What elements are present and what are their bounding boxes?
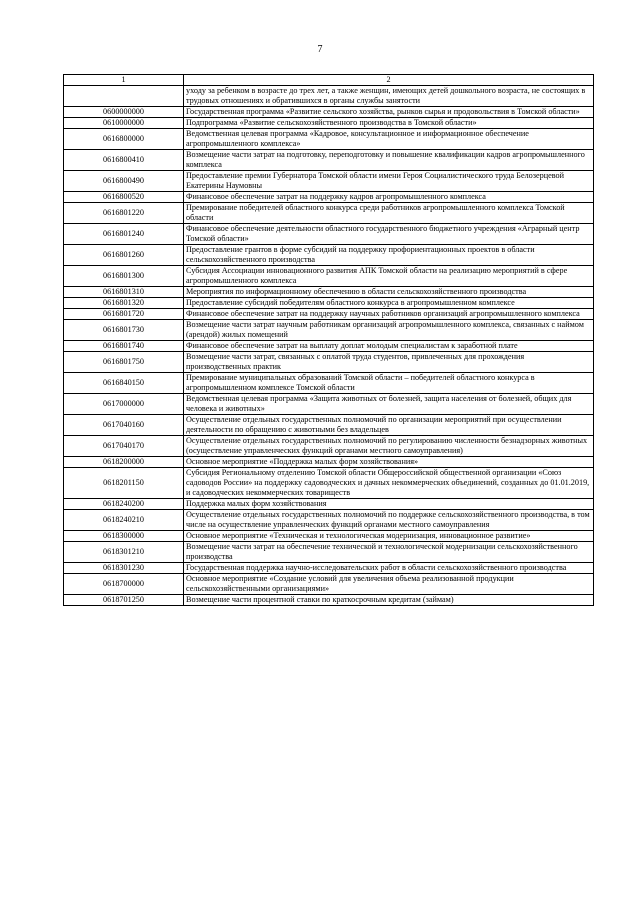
table-row	[64, 287, 594, 298]
row-code: 0618200000	[64, 457, 184, 468]
row-text: Возмещение части затрат научным работникам организаций агропромышленного комплекса, связанных с наймом (арендой) жилых помещений	[184, 320, 594, 341]
table-body	[64, 75, 594, 606]
row-code: 0616801240	[64, 224, 184, 245]
row-text: Финансовое обеспечение затрат на поддержку научных работников организаций агропромышленного комплекса	[184, 309, 594, 320]
row-text: Финансовое обеспечение затрат на выплату доплат молодым специалистам к заработной плате	[184, 341, 594, 352]
row-code: 0618301230	[64, 563, 184, 574]
row-code: 0616801750	[64, 352, 184, 373]
row-code: 0616800000	[64, 129, 184, 150]
row-code: 0616800520	[64, 192, 184, 203]
table-row	[64, 563, 594, 574]
table-row	[64, 415, 594, 436]
table-row	[64, 224, 594, 245]
table-header-row	[64, 75, 594, 86]
row-text: Основное мероприятие «Создание условий для увеличения объема реализованной продукции сельскохозяйственными организациями»	[184, 574, 594, 595]
row-code	[64, 86, 184, 107]
row-code: 0617000000	[64, 394, 184, 415]
row-text: Осуществление отдельных государственных полномочий по организации мероприятий при осуществлении деятельности по обращению с животными без владельцев	[184, 415, 594, 436]
table-row	[64, 436, 594, 457]
row-code: 0616801260	[64, 245, 184, 266]
row-text: Осуществление отдельных государственных полномочий по поддержке сельскохозяйственного производства, в том числе на осуществление управленческих функций органами местного самоуправления	[184, 510, 594, 531]
row-text: Предоставление грантов в форме субсидий на поддержку профориентационных проектов в области сельскохозяйственного производства	[184, 245, 594, 266]
table-row	[64, 394, 594, 415]
row-text: Осуществление отдельных государственных полномочий по регулированию численности безнадзорных животных (осуществление управленческих функций органами местного самоуправления)	[184, 436, 594, 457]
row-text: Предоставление субсидий победителям областного конкурса в агропромышленном комплексе	[184, 298, 594, 309]
table-row	[64, 298, 594, 309]
row-text: Ведомственная целевая программа «Защита животных от болезней, защита населения от болезней, общих для человека и животных»	[184, 394, 594, 415]
table-row	[64, 468, 594, 499]
row-text: Субсидия Ассоциации инновационного развития АПК Томской области на реализацию мероприятий в сфере агропромышленного комплекса	[184, 266, 594, 287]
row-text: Ведомственная целевая программа «Кадровое, консультационное и информационное обеспечение агропромышленного комплекса»	[184, 129, 594, 150]
row-code: 0616801730	[64, 320, 184, 341]
row-code: 0618700000	[64, 574, 184, 595]
row-text: Финансовое обеспечение затрат на поддержку кадров агропромышленного комплекса	[184, 192, 594, 203]
table-row	[64, 192, 594, 203]
row-text: Возмещение части затрат на обеспечение технической и технологической модернизации сельскохозяйственного производства	[184, 542, 594, 563]
row-text: Возмещение части процентной ставки по краткосрочным кредитам (займам)	[184, 595, 594, 606]
row-text: Мероприятия по информационному обеспечению в области сельскохозяйственного производства	[184, 287, 594, 298]
table-row	[64, 150, 594, 171]
row-code: 0616840150	[64, 373, 184, 394]
header-col-1: 1	[64, 75, 184, 86]
row-text: Премирование муниципальных образований Томской области – победителей областного конкурса в агропромышленном комплексе Томской области	[184, 373, 594, 394]
row-code: 0618240200	[64, 499, 184, 510]
table-row	[64, 457, 594, 468]
row-code: 0618201150	[64, 468, 184, 499]
table-row	[64, 595, 594, 606]
row-text: Основное мероприятие «Поддержка малых форм хозяйствования»	[184, 457, 594, 468]
table-row	[64, 574, 594, 595]
row-text: Субсидия Региональному отделению Томской области Общероссийской общественной организации «Союз садоводов России» на поддержку садоводческих и дачных некоммерческих объединений, созданных до 01.01.2019, и садоводческих некоммерческих товариществ	[184, 468, 594, 499]
table-row	[64, 309, 594, 320]
table-row	[64, 352, 594, 373]
table-row	[64, 203, 594, 224]
row-text: Премирование победителей областного конкурса среди работников агропромышленного комплекса Томской области	[184, 203, 594, 224]
row-text: Финансовое обеспечение деятельности областного государственного бюджетного учреждения «Аграрный центр Томской области»	[184, 224, 594, 245]
table-row	[64, 341, 594, 352]
row-code: 0618300000	[64, 531, 184, 542]
row-code: 0616800410	[64, 150, 184, 171]
header-col-2: 2	[184, 75, 594, 86]
row-code: 0600000000	[64, 107, 184, 118]
row-code: 0618701250	[64, 595, 184, 606]
table-row	[64, 86, 594, 107]
row-code: 0618240210	[64, 510, 184, 531]
row-code: 0616801720	[64, 309, 184, 320]
row-code: 0617040170	[64, 436, 184, 457]
page-number: 7	[317, 44, 323, 55]
row-text: Государственная поддержка научно-исследовательских работ в области сельскохозяйственного производства	[184, 563, 594, 574]
row-code: 0616801740	[64, 341, 184, 352]
row-text: Поддержка малых форм хозяйствования	[184, 499, 594, 510]
row-code: 0616801310	[64, 287, 184, 298]
row-text: Государственная программа «Развитие сельского хозяйства, рынков сырья и продовольствия в Томской области»	[184, 107, 594, 118]
row-code: 0618301210	[64, 542, 184, 563]
row-text: Предоставление премии Губернатора Томской области имени Героя Социалистического труда Белозерцевой Екатерины Наумовны	[184, 171, 594, 192]
row-code: 0616801320	[64, 298, 184, 309]
table-row	[64, 320, 594, 341]
table-row	[64, 499, 594, 510]
row-code: 0616800490	[64, 171, 184, 192]
row-text: Подпрограмма «Развитие сельскохозяйственного производства в Томской области»	[184, 118, 594, 129]
classification-table	[63, 74, 594, 606]
table-row	[64, 171, 594, 192]
table-row	[64, 129, 594, 150]
table-row	[64, 373, 594, 394]
table-row	[64, 107, 594, 118]
table-row	[64, 542, 594, 563]
row-code: 0616801220	[64, 203, 184, 224]
row-text: Возмещение части затрат, связанных с оплатой труда студентов, привлеченных для прохождения производственных практик	[184, 352, 594, 373]
row-text: Основное мероприятие «Техническая и технологическая модернизация, инновационное развитие»	[184, 531, 594, 542]
row-text: уходу за ребенком в возрасте до трех лет, а также женщин, имеющих детей дошкольного возраста, не состоящих в трудовых отношениях и обратившихся в органы службы занятости	[184, 86, 594, 107]
row-code: 0616801300	[64, 266, 184, 287]
table-row	[64, 510, 594, 531]
table-row	[64, 531, 594, 542]
table-row	[64, 118, 594, 129]
row-text: Возмещение части затрат на подготовку, переподготовку и повышение квалификации кадров агропромышленного комплекса	[184, 150, 594, 171]
table-row	[64, 245, 594, 266]
row-code: 0610000000	[64, 118, 184, 129]
table-row	[64, 266, 594, 287]
row-code: 0617040160	[64, 415, 184, 436]
